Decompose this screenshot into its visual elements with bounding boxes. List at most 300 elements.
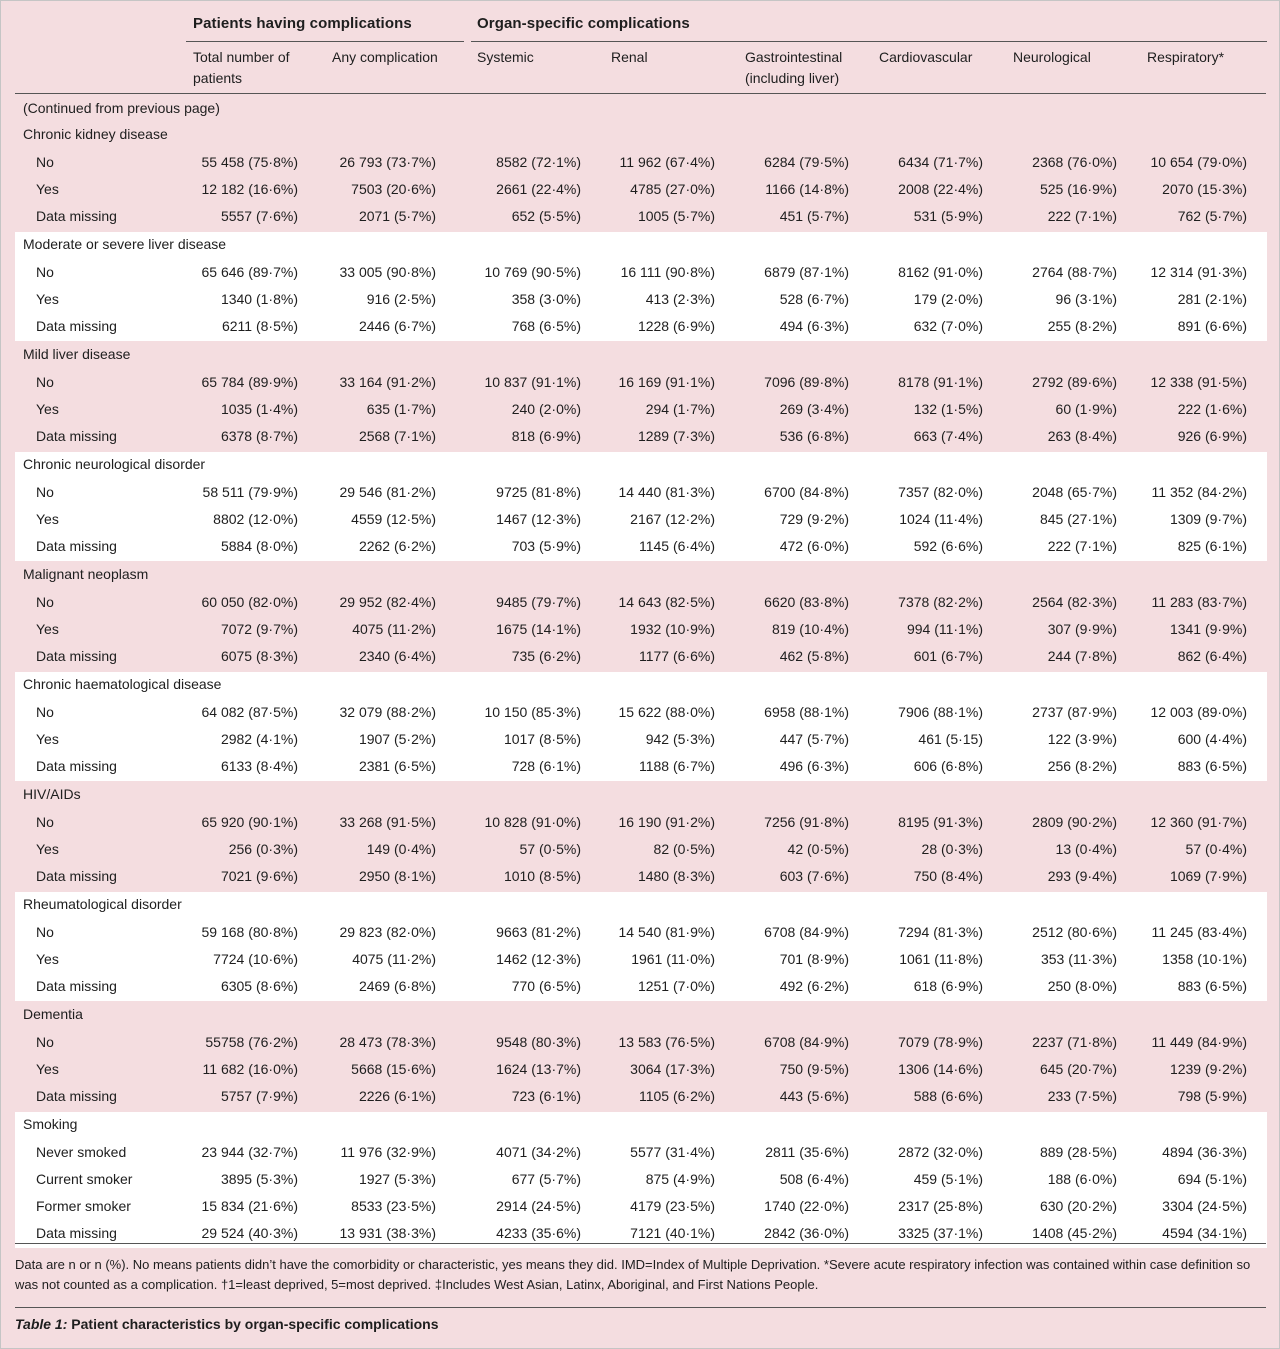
table-cell: 461 (5·15) xyxy=(918,731,983,747)
section-title: HIV/AIDs xyxy=(23,786,81,802)
table-cell: 9663 (81·2%) xyxy=(496,924,581,940)
table-cell: 2982 (4·1%) xyxy=(220,731,298,747)
table-row xyxy=(15,203,1267,230)
table-cell: 875 (4·9%) xyxy=(645,1171,715,1187)
table-cell: 14 440 (81·3%) xyxy=(618,484,715,500)
row-label: Yes xyxy=(36,1061,59,1077)
table-cell: 2950 (8·1%) xyxy=(358,868,436,884)
table-cell: 13 (0·4%) xyxy=(1055,841,1117,857)
table-row xyxy=(15,1083,1267,1110)
table-cell: 11 962 (67·4%) xyxy=(619,154,715,170)
table-cell: 588 (6·6%) xyxy=(913,1088,983,1104)
table-cell: 1907 (5·2%) xyxy=(358,731,436,747)
table-row xyxy=(15,1139,1267,1166)
table-cell: 33 164 (91·2%) xyxy=(339,374,436,390)
table-cell: 645 (20·7%) xyxy=(1039,1061,1117,1077)
table-cell: 528 (6·7%) xyxy=(779,291,849,307)
row-label: No xyxy=(36,374,54,390)
table-cell: 3304 (24·5%) xyxy=(1162,1198,1247,1214)
table-cell: 4894 (36·3%) xyxy=(1162,1144,1247,1160)
table-bottom-rule xyxy=(15,1243,1266,1244)
row-label: No xyxy=(36,484,54,500)
table-cell: 2737 (87·9%) xyxy=(1032,704,1117,720)
table-cell: 1306 (14·6%) xyxy=(898,1061,983,1077)
table-row xyxy=(15,643,1267,670)
table-cell: 663 (7·4%) xyxy=(913,428,983,444)
table-cell: 652 (5·5%) xyxy=(511,208,581,224)
table-cell: 256 (0·3%) xyxy=(228,841,298,857)
table-cell: 26 793 (73·7%) xyxy=(339,154,436,170)
table-cell: 6378 (8·7%) xyxy=(220,428,298,444)
table-cell: 729 (9·2%) xyxy=(779,511,849,527)
table-cell: 1005 (5·7%) xyxy=(637,208,715,224)
table-cell: 222 (1·6%) xyxy=(1177,401,1247,417)
table-cell: 281 (2·1%) xyxy=(1177,291,1247,307)
table-cell: 1740 (22·0%) xyxy=(764,1198,849,1214)
table-cell: 179 (2·0%) xyxy=(913,291,983,307)
table-row xyxy=(15,946,1267,973)
table-cell: 818 (6·9%) xyxy=(511,428,581,444)
table-cell: 2048 (65·7%) xyxy=(1032,484,1117,500)
table-cell: 2167 (12·2%) xyxy=(630,511,715,527)
table-cell: 6708 (84·9%) xyxy=(764,1034,849,1050)
table-cell: 5884 (8·0%) xyxy=(220,538,298,554)
table-cell: 15 834 (21·6%) xyxy=(201,1198,298,1214)
table-cell: 6434 (71·7%) xyxy=(898,154,983,170)
table-cell: 4785 (27·0%) xyxy=(630,181,715,197)
column-header-respiratory: Respiratory* xyxy=(1147,49,1225,65)
table-cell: 2764 (88·7%) xyxy=(1032,264,1117,280)
row-label: Yes xyxy=(36,841,59,857)
row-label: Yes xyxy=(36,181,59,197)
table-row xyxy=(15,369,1267,396)
row-label: Former smoker xyxy=(36,1198,131,1214)
table-cell: 7096 (89·8%) xyxy=(764,374,849,390)
table-row xyxy=(15,973,1267,1000)
table-cell: 472 (6·0%) xyxy=(779,538,849,554)
table-cell: 451 (5·7%) xyxy=(779,208,849,224)
table-cell: 750 (9·5%) xyxy=(779,1061,849,1077)
table-cell: 889 (28·5%) xyxy=(1039,1144,1117,1160)
table-cell: 6620 (83·8%) xyxy=(764,594,849,610)
table-cell: 14 540 (81·9%) xyxy=(618,924,715,940)
table-cell: 4179 (23·5%) xyxy=(630,1198,715,1214)
table-cell: 7021 (9·6%) xyxy=(220,868,298,884)
table-cell: 222 (7·1%) xyxy=(1047,208,1117,224)
table-cell: 11 245 (83·4%) xyxy=(1151,924,1247,940)
table-cell: 2368 (76·0%) xyxy=(1032,154,1117,170)
table-cell: 883 (6·5%) xyxy=(1177,978,1247,994)
table-cell: 2008 (22·4%) xyxy=(898,181,983,197)
continued-note: (Continued from previous page) xyxy=(23,100,220,116)
table-cell: 82 (0·5%) xyxy=(653,841,715,857)
table-cell: 7079 (78·9%) xyxy=(898,1034,983,1050)
table-cell: 1289 (7·3%) xyxy=(637,428,715,444)
table-row xyxy=(15,479,1267,506)
table-cell: 8582 (72·1%) xyxy=(496,154,581,170)
table-row xyxy=(15,753,1267,780)
table-cell: 6958 (88·1%) xyxy=(764,704,849,720)
table-cell: 2446 (6·7%) xyxy=(358,318,436,334)
column-header-any: Any complication xyxy=(332,49,438,65)
table-cell: 55758 (76·2%) xyxy=(205,1034,298,1050)
table-row xyxy=(15,149,1267,176)
section-block xyxy=(15,672,1267,781)
table-cell: 5577 (31·4%) xyxy=(630,1144,715,1160)
table-cell: 2071 (5·7%) xyxy=(358,208,436,224)
table-cell: 1309 (9·7%) xyxy=(1169,511,1247,527)
table-row xyxy=(15,506,1267,533)
table-cell: 14 643 (82·5%) xyxy=(618,594,715,610)
table-cell: 1024 (11·4%) xyxy=(899,511,983,527)
table-cell: 11 352 (84·2%) xyxy=(1151,484,1247,500)
table-cell: 7724 (10·6%) xyxy=(213,951,298,967)
table-cell: 1035 (1·4%) xyxy=(220,401,298,417)
table-cell: 16 111 (90·8%) xyxy=(620,264,715,280)
row-label: Data missing xyxy=(36,318,117,334)
header-group-organ: Organ-specific complications xyxy=(477,15,690,32)
header-bottom-rule xyxy=(15,93,1266,94)
table-cell: 459 (5·1%) xyxy=(913,1171,983,1187)
table-cell: 1408 (45·2%) xyxy=(1032,1225,1117,1241)
column-header-gastrointestinal: Gastrointestinal (including liver) xyxy=(745,49,843,86)
section-block xyxy=(15,342,1267,451)
table-cell: 57 (0·5%) xyxy=(519,841,581,857)
table-cell: 632 (7·0%) xyxy=(913,318,983,334)
row-label: Data missing xyxy=(36,648,117,664)
table-cell: 798 (5·9%) xyxy=(1177,1088,1247,1104)
table-row xyxy=(15,313,1267,340)
table-cell: 1145 (6·4%) xyxy=(638,538,715,554)
header-group-rule xyxy=(471,41,1267,42)
table-cell: 1166 (14·8%) xyxy=(765,181,849,197)
table-cell: 1177 (6·6%) xyxy=(638,648,715,664)
table-cell: 447 (5·7%) xyxy=(779,731,849,747)
table-cell: 770 (6·5%) xyxy=(511,978,581,994)
table-cell: 7906 (88·1%) xyxy=(898,704,983,720)
section-block xyxy=(15,782,1267,891)
table-cell: 750 (8·4%) xyxy=(913,868,983,884)
table-cell: 9485 (79·7%) xyxy=(496,594,581,610)
table-cell: 4233 (35·6%) xyxy=(496,1225,581,1241)
table-cell: 2237 (71·8%) xyxy=(1032,1034,1117,1050)
table-cell: 12 314 (91·3%) xyxy=(1150,264,1247,280)
table-cell: 2914 (24·5%) xyxy=(496,1198,581,1214)
table-cell: 1961 (11·0%) xyxy=(631,951,715,967)
table-cell: 10 654 (79·0%) xyxy=(1150,154,1247,170)
section-title: Dementia xyxy=(23,1006,83,1022)
table-cell: 701 (8·9%) xyxy=(779,951,849,967)
table-cell: 845 (27·1%) xyxy=(1039,511,1117,527)
table-cell: 28 (0·3%) xyxy=(921,841,983,857)
table-cell: 3064 (17·3%) xyxy=(630,1061,715,1077)
row-label: Data missing xyxy=(36,868,117,884)
table-row xyxy=(15,533,1267,560)
table-cell: 819 (10·4%) xyxy=(771,621,849,637)
table-cell: 4075 (11·2%) xyxy=(352,951,436,967)
table-cell: 60 050 (82·0%) xyxy=(201,594,298,610)
column-header-systemic: Systemic xyxy=(477,49,534,65)
table-cell: 6284 (79·5%) xyxy=(764,154,849,170)
table-cell: 3895 (5·3%) xyxy=(220,1171,298,1187)
table-cell: 11 283 (83·7%) xyxy=(1151,594,1247,610)
table-cell: 8162 (91·0%) xyxy=(898,264,983,280)
table-cell: 358 (3·0%) xyxy=(511,291,581,307)
table-cell: 11 976 (32·9%) xyxy=(340,1144,436,1160)
table-cell: 8802 (12·0%) xyxy=(213,511,298,527)
table-cell: 1069 (7·9%) xyxy=(1169,868,1247,884)
row-label: Data missing xyxy=(36,1088,117,1104)
table-cell: 630 (20·2%) xyxy=(1039,1198,1117,1214)
table-cell: 606 (6·8%) xyxy=(913,758,983,774)
table-cell: 269 (3·4%) xyxy=(779,401,849,417)
table-cell: 13 583 (76·5%) xyxy=(618,1034,715,1050)
table-row xyxy=(15,919,1267,946)
table-cell: 96 (3·1%) xyxy=(1055,291,1117,307)
caption-text: Patient characteristics by organ-specific complications xyxy=(71,1316,439,1332)
table-cell: 7121 (40·1%) xyxy=(630,1225,715,1241)
table-cell: 13 931 (38·3%) xyxy=(339,1225,436,1241)
table-cell: 12 360 (91·7%) xyxy=(1150,814,1247,830)
table-cell: 1105 (6·2%) xyxy=(638,1088,715,1104)
table-cell: 443 (5·6%) xyxy=(779,1088,849,1104)
table-cell: 65 920 (90·1%) xyxy=(201,814,298,830)
table-cell: 883 (6·5%) xyxy=(1177,758,1247,774)
section-block xyxy=(15,122,1267,231)
table-cell: 2568 (7·1%) xyxy=(358,428,436,444)
table-cell: 29 524 (40·3%) xyxy=(201,1225,298,1241)
table-cell: 149 (0·4%) xyxy=(366,841,436,857)
table-cell: 531 (5·9%) xyxy=(913,208,983,224)
table-row xyxy=(15,259,1267,286)
table-cell: 3325 (37·1%) xyxy=(898,1225,983,1241)
table-cell: 6305 (8·6%) xyxy=(220,978,298,994)
table-cell: 58 511 (79·9%) xyxy=(202,484,298,500)
table-cell: 2792 (89·6%) xyxy=(1032,374,1117,390)
table-cell: 7503 (20·6%) xyxy=(351,181,436,197)
table-cell: 1932 (10·9%) xyxy=(630,621,715,637)
footnote: Data are n or n (%). No means patients didn’t have the comorbidity or characteristic, yes means they did. IMD=Index of Multiple Deprivation. *Severe acute respiratory infection was contained within case definition so was not counted as a complication. †1=least deprived, 5=most deprived. ‡Includes West Asian, Latinx, Aboriginal, and First Nations People. xyxy=(15,1257,1251,1292)
table-cell: 9725 (81·8%) xyxy=(496,484,581,500)
row-label: Yes xyxy=(36,291,59,307)
table-cell: 57 (0·4%) xyxy=(1185,841,1247,857)
table-cell: 55 458 (75·8%) xyxy=(201,154,298,170)
table-cell: 222 (7·1%) xyxy=(1047,538,1117,554)
table-row xyxy=(15,1056,1267,1083)
section-title: Chronic haematological disease xyxy=(23,676,222,692)
table-cell: 942 (5·3%) xyxy=(645,731,715,747)
table-cell: 10 150 (85·3%) xyxy=(484,704,581,720)
table-cell: 2381 (6·5%) xyxy=(358,758,436,774)
row-label: No xyxy=(36,264,54,280)
table-cell: 4559 (12·5%) xyxy=(351,511,436,527)
section-title: Smoking xyxy=(23,1116,78,1132)
table-cell: 1675 (14·1%) xyxy=(496,621,581,637)
table-row xyxy=(15,726,1267,753)
table-cell: 496 (6·3%) xyxy=(779,758,849,774)
table-cell: 2661 (22·4%) xyxy=(496,181,581,197)
table-cell: 33 268 (91·5%) xyxy=(339,814,436,830)
table-cell: 65 646 (89·7%) xyxy=(201,264,298,280)
table-cell: 12 182 (16·6%) xyxy=(201,181,298,197)
table-cell: 33 005 (90·8%) xyxy=(339,264,436,280)
table-cell: 592 (6·6%) xyxy=(913,538,983,554)
table-cell: 29 546 (81·2%) xyxy=(339,484,436,500)
table-cell: 23 944 (32·7%) xyxy=(201,1144,298,1160)
table-row xyxy=(15,1029,1267,1056)
table-cell: 891 (6·6%) xyxy=(1177,318,1247,334)
table-row xyxy=(15,863,1267,890)
table-row xyxy=(15,616,1267,643)
table-cell: 8195 (91·3%) xyxy=(898,814,983,830)
table-cell: 250 (8·0%) xyxy=(1047,978,1117,994)
table-cell: 4071 (34·2%) xyxy=(496,1144,581,1160)
table-cell: 244 (7·8%) xyxy=(1047,648,1117,664)
table-cell: 6879 (87·1%) xyxy=(764,264,849,280)
table-cell: 307 (9·9%) xyxy=(1047,621,1117,637)
table-cell: 825 (6·1%) xyxy=(1177,538,1247,554)
table-cell: 728 (6·1%) xyxy=(511,758,581,774)
table-cell: 1467 (12·3%) xyxy=(496,511,581,527)
table-cell: 7072 (9·7%) xyxy=(220,621,298,637)
table-cell: 122 (3·9%) xyxy=(1047,731,1117,747)
table-cell: 916 (2·5%) xyxy=(366,291,436,307)
table-cell: 603 (7·6%) xyxy=(779,868,849,884)
table-cell: 413 (2·3%) xyxy=(645,291,715,307)
table-cell: 255 (8·2%) xyxy=(1047,318,1117,334)
section-block xyxy=(15,892,1267,1001)
table-cell: 1188 (6·7%) xyxy=(638,758,715,774)
table-cell: 862 (6·4%) xyxy=(1177,648,1247,664)
table-cell: 10 769 (90·5%) xyxy=(484,264,581,280)
table-cell: 600 (4·4%) xyxy=(1177,731,1247,747)
table-cell: 132 (1·5%) xyxy=(913,401,983,417)
row-label: Never smoked xyxy=(36,1144,127,1160)
table-cell: 353 (11·3%) xyxy=(1040,951,1117,967)
section-block xyxy=(15,562,1267,671)
section-title: Rheumatological disorder xyxy=(23,896,182,912)
table-cell: 1061 (11·8%) xyxy=(899,951,983,967)
table-cell: 677 (5·7%) xyxy=(511,1171,581,1187)
table-row xyxy=(15,286,1267,313)
section-block xyxy=(15,1002,1267,1111)
header-group-rule xyxy=(186,41,464,42)
row-label: No xyxy=(36,1034,54,1050)
table-cell: 263 (8·4%) xyxy=(1047,428,1117,444)
table-cell: 2512 (80·6%) xyxy=(1032,924,1117,940)
table-cell: 32 079 (88·2%) xyxy=(339,704,436,720)
table-cell: 29 823 (82·0%) xyxy=(339,924,436,940)
table-cell: 1340 (1·8%) xyxy=(220,291,298,307)
table-cell: 1927 (5·3%) xyxy=(358,1171,436,1187)
row-label: No xyxy=(36,924,54,940)
table-cell: 1228 (6·9%) xyxy=(637,318,715,334)
table-cell: 59 168 (80·8%) xyxy=(201,924,298,940)
table-cell: 7294 (81·3%) xyxy=(898,924,983,940)
table-cell: 494 (6·3%) xyxy=(779,318,849,334)
row-label: No xyxy=(36,594,54,610)
table-cell: 1010 (8·5%) xyxy=(503,868,581,884)
caption-label: Table 1: xyxy=(15,1316,68,1332)
table-cell: 768 (6·5%) xyxy=(511,318,581,334)
table-cell: 6708 (84·9%) xyxy=(764,924,849,940)
column-header-total: Total number of patients xyxy=(193,49,290,86)
table-cell: 2262 (6·2%) xyxy=(358,538,436,554)
section-block xyxy=(15,1112,1267,1248)
table-cell: 256 (8·2%) xyxy=(1047,758,1117,774)
row-label: No xyxy=(36,704,54,720)
table-cell: 635 (1·7%) xyxy=(366,401,436,417)
table-cell: 2842 (36·0%) xyxy=(764,1225,849,1241)
table-cell: 64 082 (87·5%) xyxy=(201,704,298,720)
table-cell: 2564 (82·3%) xyxy=(1032,594,1117,610)
table-cell: 5668 (15·6%) xyxy=(351,1061,436,1077)
row-label: Data missing xyxy=(36,1225,117,1241)
table-cell: 1462 (12·3%) xyxy=(496,951,581,967)
table-cell: 4075 (11·2%) xyxy=(352,621,436,637)
table-cell: 233 (7·5%) xyxy=(1047,1088,1117,1104)
table-cell: 9548 (80·3%) xyxy=(496,1034,581,1050)
row-label: Yes xyxy=(36,511,59,527)
table-row xyxy=(15,176,1267,203)
table-cell: 1017 (8·5%) xyxy=(503,731,581,747)
table-row xyxy=(15,699,1267,726)
table-cell: 703 (5·9%) xyxy=(511,538,581,554)
table-cell: 723 (6·1%) xyxy=(511,1088,581,1104)
row-label: No xyxy=(36,154,54,170)
section-title: Chronic kidney disease xyxy=(23,126,168,142)
table-cell: 2340 (6·4%) xyxy=(358,648,436,664)
table-cell: 2469 (6·8%) xyxy=(358,978,436,994)
table-cell: 492 (6·2%) xyxy=(779,978,849,994)
table-row xyxy=(15,589,1267,616)
table-cell: 2872 (32·0%) xyxy=(898,1144,983,1160)
row-label: Data missing xyxy=(36,208,117,224)
table-cell: 525 (16·9%) xyxy=(1039,181,1117,197)
table-row xyxy=(15,1193,1267,1220)
table-cell: 28 473 (78·3%) xyxy=(339,1034,436,1050)
table-cell: 2809 (90·2%) xyxy=(1032,814,1117,830)
table-cell: 2811 (35·6%) xyxy=(765,1144,849,1160)
table-cell: 15 622 (88·0%) xyxy=(618,704,715,720)
table-cell: 12 003 (89·0%) xyxy=(1150,704,1247,720)
table-cell: 7256 (91·8%) xyxy=(764,814,849,830)
row-label: No xyxy=(36,814,54,830)
table-cell: 10 828 (91·0%) xyxy=(484,814,581,830)
table-cell: 6133 (8·4%) xyxy=(220,758,298,774)
table-cell: 1239 (9·2%) xyxy=(1169,1061,1247,1077)
table-cell: 462 (5·8%) xyxy=(779,648,849,664)
table-cell: 7378 (82·2%) xyxy=(898,594,983,610)
table-cell: 11 682 (16·0%) xyxy=(202,1061,298,1077)
row-label: Data missing xyxy=(36,538,117,554)
row-label: Data missing xyxy=(36,978,117,994)
table-cell: 11 449 (84·9%) xyxy=(1151,1034,1247,1050)
table-caption xyxy=(15,1314,439,1335)
section-title: Moderate or severe liver disease xyxy=(23,236,227,252)
table-cell: 293 (9·4%) xyxy=(1047,868,1117,884)
table-row xyxy=(15,1166,1267,1193)
section-block xyxy=(15,452,1267,561)
table-cell: 1480 (8·3%) xyxy=(637,868,715,884)
table-cell: 7357 (82·0%) xyxy=(898,484,983,500)
table-cell: 735 (6·2%) xyxy=(511,648,581,664)
table-cell: 65 784 (89·9%) xyxy=(201,374,298,390)
table-cell: 1358 (10·1%) xyxy=(1162,951,1247,967)
section-block xyxy=(15,232,1267,341)
table-cell: 694 (5·1%) xyxy=(1177,1171,1247,1187)
table-row xyxy=(15,396,1267,423)
